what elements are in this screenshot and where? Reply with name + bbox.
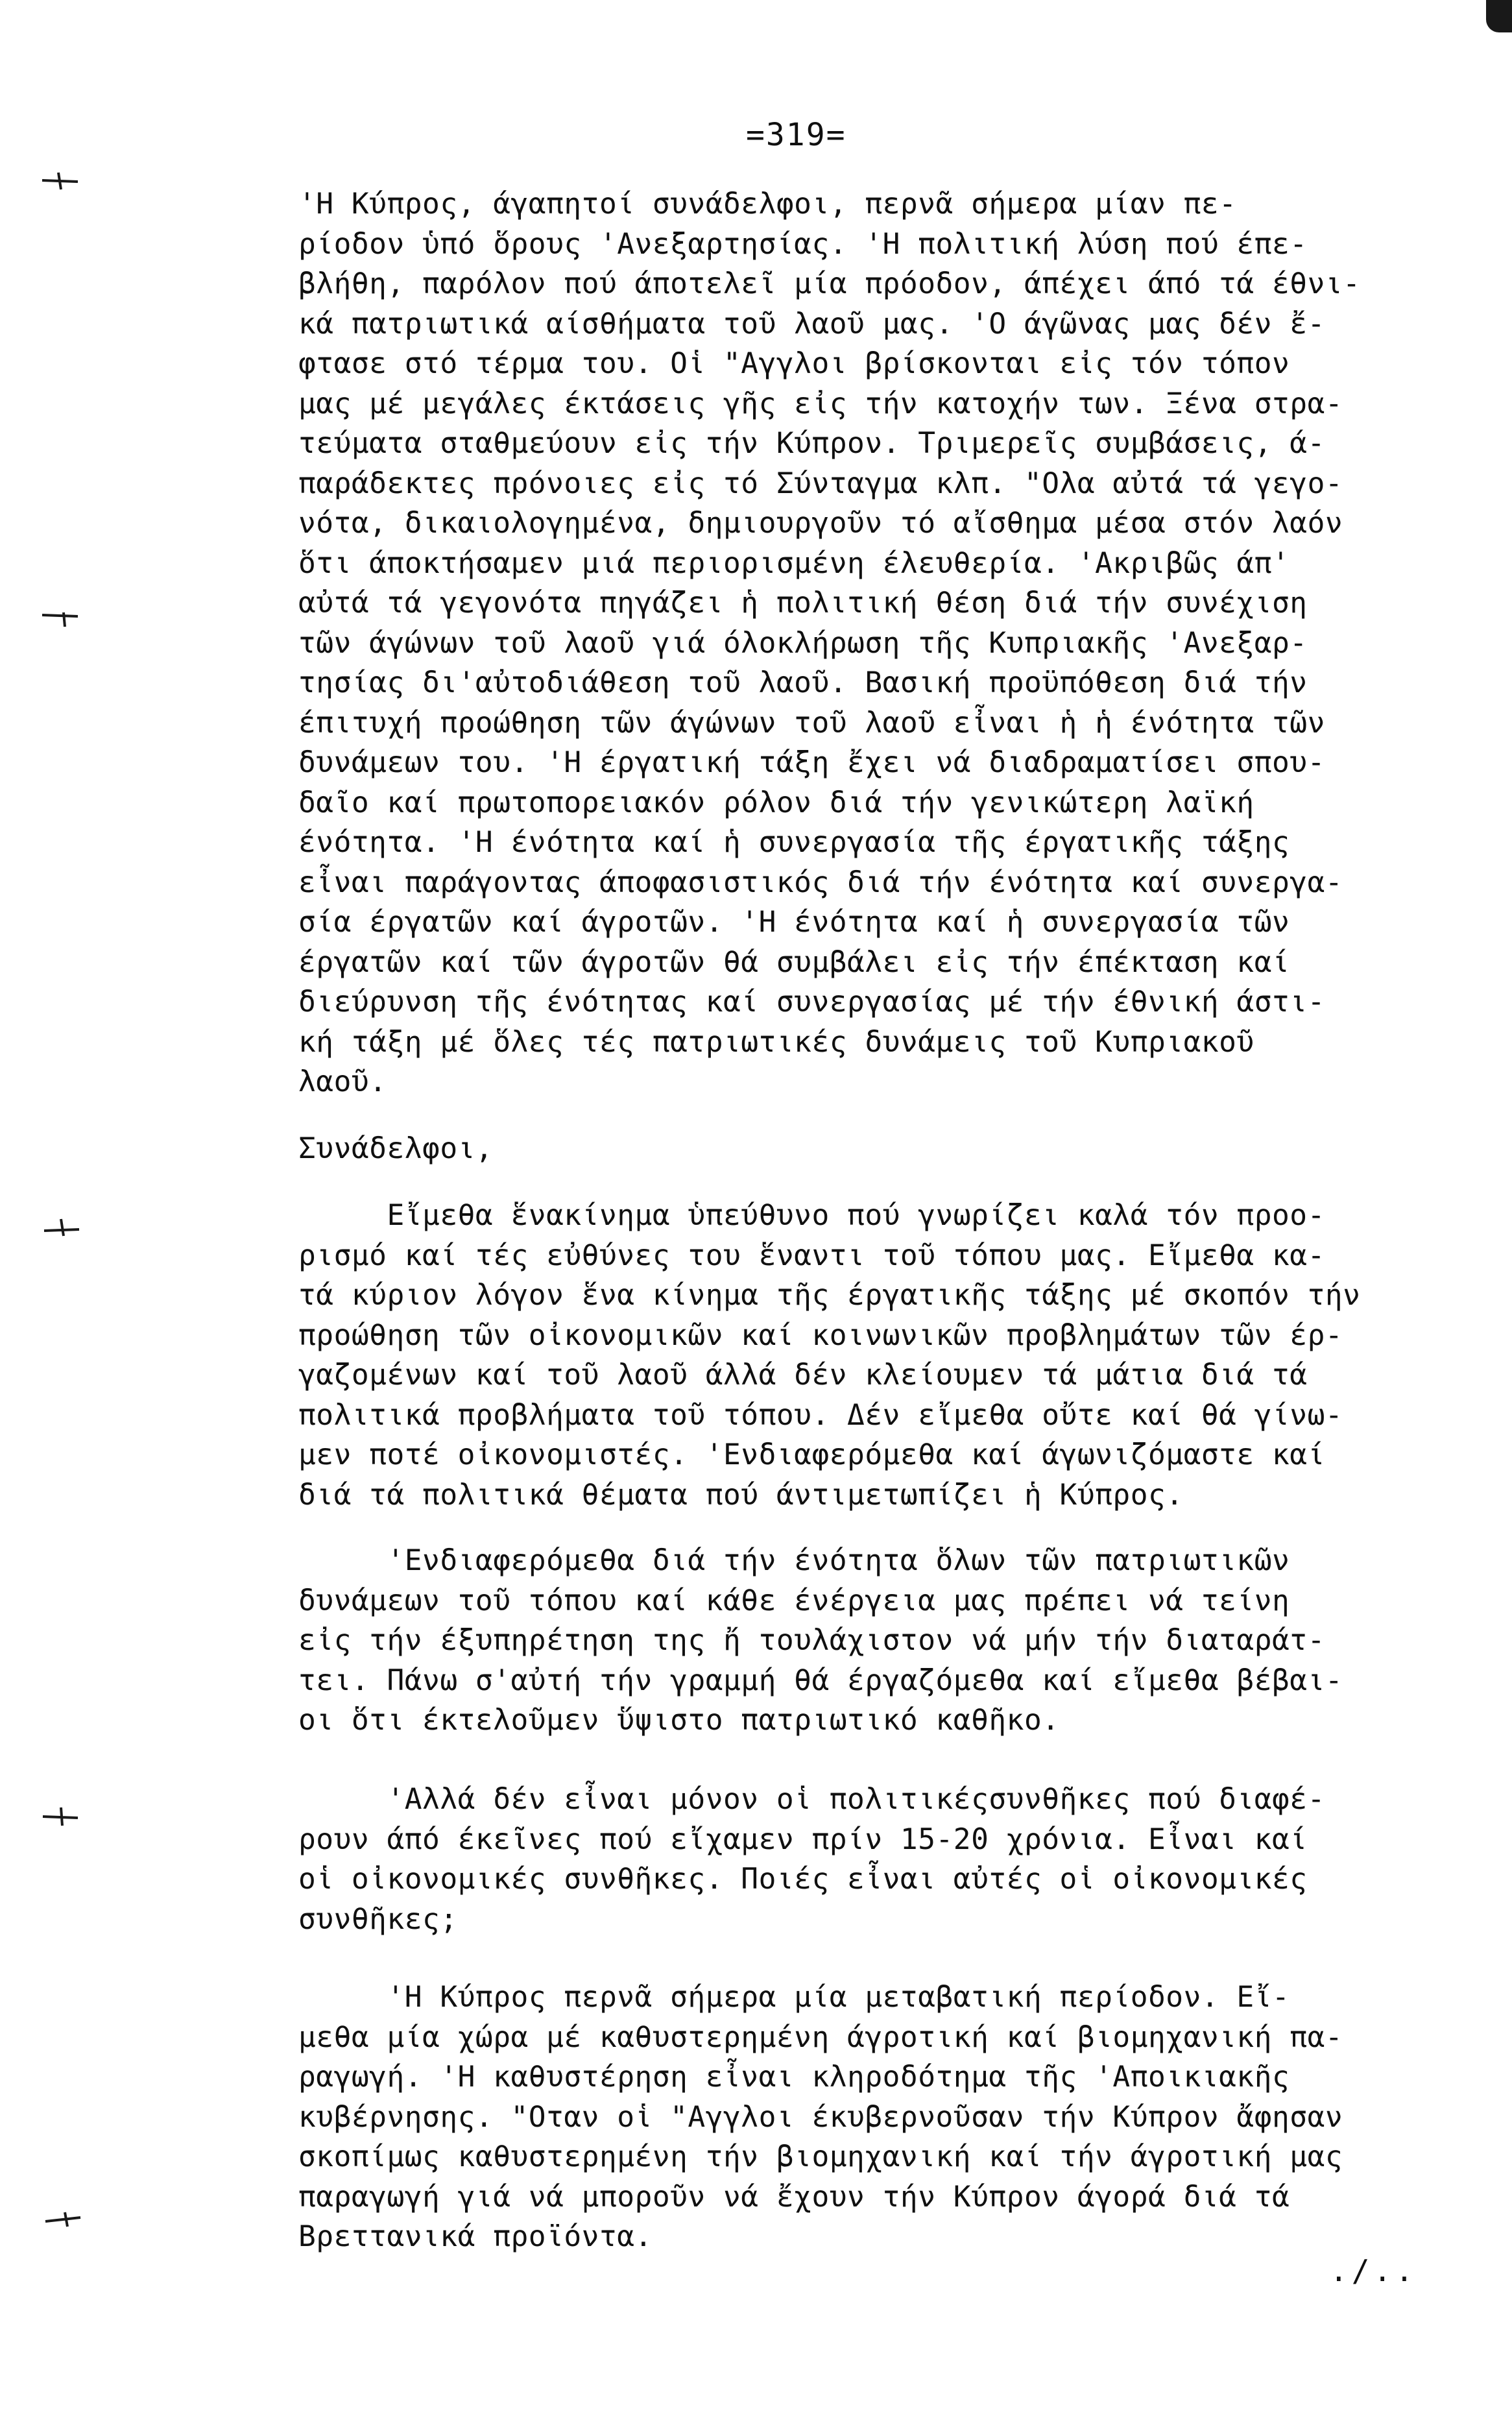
paragraph-2: Εἴμεθα ἕνακίνημα ὑπεύθυνο πού γνωρίζει καλά τόν προο- ρισμό καί τές εὐθύνες του ἕναντι τοῦ τόπου μας. Εἴμεθα κα- τά κύριον λόγον ἕνα κίνημα τῆς έργατικῆς τάξης μέ σκοπόν τήν προώθηση τῶν οἰκονομικῶν καί κοινωνικῶν προβλημάτων τῶν έρ- γαζομένων καί τοῦ λαοῦ άλλά δέν κλείουμεν τά μάτια διά τά πολιτικά προβλήματα τοῦ τόπου. Δέν εἴμεθα οὔτε καί θά γίνω- μεν ποτέ οἰκονομιστές. 'Ενδιαφερόμεθα καί άγωνιζόμαστε καί διά τά πολιτικά θέματα πού άντιμετωπίζει ἡ Κύπρος. [298, 1199, 1361, 1512]
punch-hole [1486, 0, 1512, 32]
margin-mark-icon [39, 2206, 84, 2232]
margin-mark-icon [39, 167, 84, 193]
page-number: =319= [746, 117, 846, 153]
paragraph-5: 'Η Κύπρος περνᾶ σήμερα μία μεταβατική περίοδον. Εἴ- μεθα μία χώρα μέ καθυστερημένη άγροτική καί βιομηχανική πα- ραγωγή. 'Η καθυστέρηση εἶναι κληροδότημα τῆς 'Αποικιακῆς κυβέρνησης. "Οταν οἱ "Αγγλοι έκυβερνοῦσαν τήν Κύπρον ἄφησαν σκοπίμως καθυστερημένη τήν βιομηχανική καί τήν άγροτική μας παραγωγή γιά νά μποροῦν νά ἔχουν τήν Κύπρον άγορά διά τά Βρεττανικά προϊόντα. [298, 1981, 1343, 2253]
paragraph-4: 'Αλλά δέν εἶναι μόνον οἱ πολιτικέςσυνθῆκες πού διαφέ- ρουν άπό έκεῖνες πού εἴχαμεν πρίν 15-20 χρόνια. Εἶναι καί οἱ οἰκονομικές συνθῆκες. Ποιές εἶναι αὐτές οἱ οἰκονομικές συνθῆκες; [298, 1783, 1325, 1936]
paragraph-3: 'Ενδιαφερόμεθα διά τήν ένότητα ὅλων τῶν πατριωτικῶν δυνάμεων τοῦ τόπου καί κάθε ένέργεια μας πρέπει νά τείνη εἰς τήν έξυπηρέτηση της ἤ τουλάχιστον νά μήν τήν διαταράτ- τει. Πάνω σ'αὐτή τήν γραμμή θά έργαζόμεθα καί εἴμεθα βέβαι- οι ὅτι έκτελοῦμεν ὕψιστο πατριωτικό καθῆκο. [298, 1544, 1343, 1737]
margin-mark-icon [39, 1216, 84, 1242]
margin-mark-icon [39, 603, 84, 629]
margin-mark-icon [39, 1804, 84, 1830]
salutation: Συνάδελφοι, [298, 1132, 494, 1165]
continuation-mark: ./.. [1330, 2253, 1417, 2288]
paragraph-1: 'Η Κύπρος, άγαπητοί συνάδελφοι, περνᾶ σήμερα μίαν πε- ρίοδον ὑπό ὅρους 'Ανεξαρτησίας. 'Η πολιτική λύση πού έπε- βλήθη, παρόλον πού άποτελεῖ μία πρόοδον, άπέχει άπό τά έθνι- κά πατριωτικά αίσθήματα τοῦ λαοῦ μας. 'Ο άγῶνας μας δέν ἔ- φτασε στό τέρμα του. Οἱ "Αγγλοι βρίσκονται εἰς τόν τόπον μας μέ μεγάλες έκτάσεις γῆς εἰς τήν κατοχήν των. Ξένα στρα- τεύματα σταθμεύουν εἰς τήν Κύπρον. Τριμερεῖς συμβάσεις, ά- παράδεκτες πρόνοιες εἰς τό Σύνταγμα κλπ. "Ολα αὐτά τά γεγο- νότα, δικαιολογημένα, δημιουργοῦν τό αἴσθημα μέσα στόν λαόν ὅτι άποκτήσαμεν μιά περιορισμένη έλευθερία. 'Ακριβῶς άπ' αὐτά τά γεγονότα πηγάζει ἡ πολιτική θέση διά τήν συνέχιση τῶν άγώνων τοῦ λαοῦ γιά όλοκλήρωση τῆς Κυπριακῆς 'Ανεξαρ- τησίας δι'αὐτοδιάθεση τοῦ λαοῦ. Βασική προϋπόθεση διά τήν έπιτυχή προώθηση τῶν άγώνων τοῦ λαοῦ εἶναι ἡ ἡ ένότητα τῶν δυνάμεων του. 'Η έργατική τάξη ἔχει νά διαδραματίσει σπου- δαῖο καί πρωτοπορειακόν ρόλον διά τήν γενικώτερη λαϊκή ένότητα. 'Η ένότητα καί ἡ συνεργασία τῆς έργατικῆς τάξης εἶναι παράγοντας άποφασιστικός διά τήν ένότητα καί συνεργα- σία έργατῶν καί άγροτῶν. 'Η ένότητα καί ἡ συνεργασία τῶν έργατῶν καί τῶν άγροτῶν θά συμβάλει εἰς τήν έπέκταση καί διεύρυνση τῆς ένότητας καί συνεργασίας μέ τήν έθνική άστι- κή τάξη μέ ὅλες τές πατριωτικές δυνάμεις τοῦ Κυπριακοῦ λαοῦ. [298, 187, 1361, 1098]
